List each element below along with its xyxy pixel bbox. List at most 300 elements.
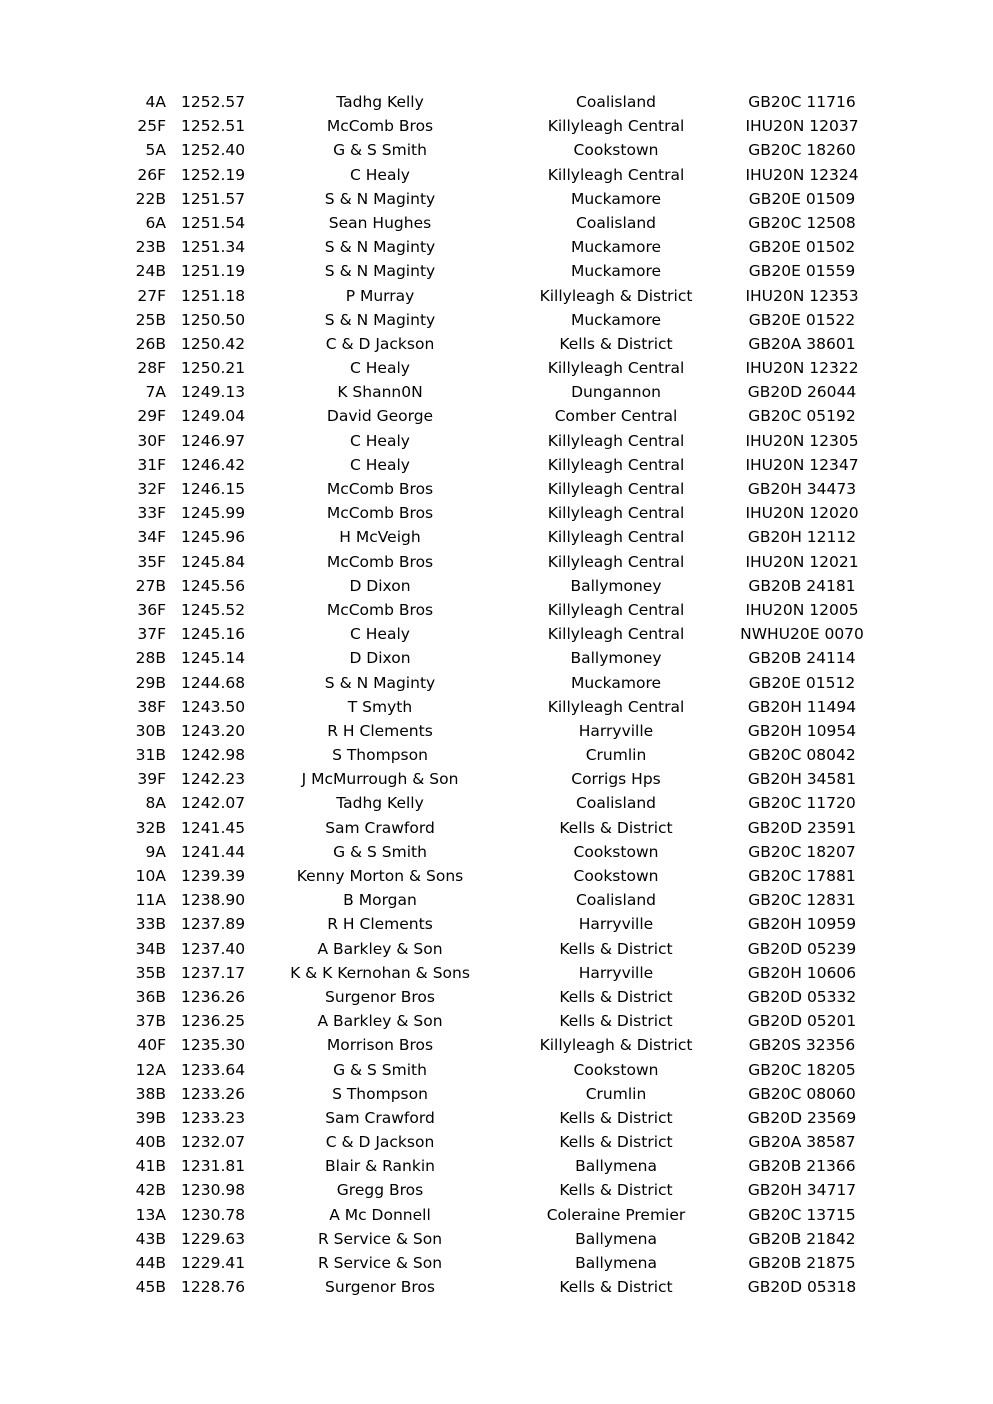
name-cell: Blair & Rankin [325,1157,435,1176]
position-cell: 4A [145,93,166,111]
name-cell: C Healy [350,165,410,184]
club-cell: Kells & District [559,987,673,1006]
name-cell: K Shann0N [337,383,423,402]
ring-number-cell: IHU20N 12037 [745,117,859,136]
velocity-cell: 1250.50 [181,310,246,329]
position-cell: 11A [135,891,166,910]
table-row [0,1106,993,1130]
position-cell: 30F [137,431,166,450]
position-cell: 40F [137,1036,166,1055]
position-cell: 10A [135,867,166,885]
ring-number-cell: GB20H 10954 [747,721,857,740]
velocity-cell: 1245.99 [181,504,246,523]
velocity-cell: 1241.44 [181,842,246,861]
ring-number-cell: GB20D 05332 [747,987,857,1006]
position-cell: 12A [135,1060,166,1079]
club-cell: Killyleagh Central [547,504,685,523]
table-row [0,380,993,404]
ring-number-cell: GB20H 34473 [747,480,857,498]
table-row [0,985,993,1009]
ring-number-cell: GB20C 11720 [748,794,856,813]
ring-number-cell: IHU20N 12005 [745,600,859,619]
name-cell: R H Clements [327,721,433,740]
name-cell: S & N Maginty [324,262,436,281]
ring-number-cell: GB20H 10959 [747,915,857,934]
position-cell: 45B [135,1278,166,1297]
name-cell: McComb Bros [326,552,434,571]
club-cell: Kells & District [559,818,673,837]
velocity-cell: 1251.34 [181,238,246,257]
name-cell: C & D Jackson [325,334,435,353]
table-row [0,598,993,622]
ring-number-cell: GB20E 01509 [748,189,856,208]
table-row [0,1154,993,1178]
club-cell: Kells & District [559,1278,673,1297]
club-cell: Muckamore [570,673,662,692]
position-cell: 32B [135,818,166,837]
name-cell: R H Clements [327,915,433,934]
club-cell: Coalisland [576,794,656,813]
position-cell: 39B [135,1108,166,1127]
name-cell: G & S Smith [333,842,427,861]
ring-number-cell: IHU20N 12020 [745,504,859,523]
table-row [0,1251,993,1275]
club-cell: Killyleagh Central [547,528,685,547]
name-cell: McComb Bros [326,480,434,498]
table-row [0,646,993,670]
position-cell: 28F [137,359,166,378]
name-cell: Sean Hughes [328,213,432,232]
position-cell: 36B [135,987,166,1006]
ring-number-cell: GB20C 08060 [748,1084,856,1103]
position-cell: 26B [135,334,166,353]
ring-number-cell: IHU20N 12021 [745,552,859,571]
velocity-cell: 1233.64 [181,1060,246,1079]
ring-number-cell: GB20C 18205 [748,1060,856,1079]
table-row [0,1178,993,1202]
club-cell: Killyleagh Central [547,431,685,450]
velocity-cell: 1228.76 [181,1278,246,1297]
club-cell: Kells & District [559,1133,673,1152]
ring-number-cell: GB20B 24114 [748,649,856,668]
table-row [0,840,993,864]
ring-number-cell: GB20E 01522 [748,310,856,329]
club-cell: Killyleagh Central [547,359,685,378]
position-cell: 24B [135,262,166,281]
table-row [0,1033,993,1057]
table-row [0,1058,993,1082]
table-row [0,356,993,380]
name-cell: C Healy [350,431,410,450]
position-cell: 27B [135,576,166,595]
velocity-cell: 1249.04 [181,407,246,426]
position-cell: 29B [135,673,166,692]
club-cell: Coalisland [576,93,656,111]
name-cell: S & N Maginty [324,189,436,208]
table-row [0,138,993,162]
name-cell: R Service & Son [317,1229,443,1248]
club-cell: Killyleagh Central [547,455,685,474]
name-cell: C Healy [350,625,410,644]
name-cell: Gregg Bros [336,1181,424,1200]
velocity-cell: 1238.90 [181,891,246,910]
ring-number-cell: GB20H 34717 [747,1181,857,1200]
velocity-cell: 1252.40 [181,141,246,160]
name-cell: C & D Jackson [325,1133,435,1152]
name-cell: Tadhg Kelly [336,93,424,111]
table-row [0,695,993,719]
velocity-cell: 1237.17 [181,963,246,982]
club-cell: Killyleagh Central [547,552,685,571]
velocity-cell: 1243.50 [181,697,246,716]
position-cell: 9A [145,842,166,861]
velocity-cell: 1252.19 [181,165,246,184]
table-row [0,525,993,549]
ring-number-cell: GB20C 17881 [748,867,856,885]
name-cell: G & S Smith [333,1060,427,1079]
table-row [0,429,993,453]
velocity-cell: 1245.14 [181,649,246,668]
ring-number-cell: GB20A 38601 [748,334,856,353]
position-cell: 43B [135,1229,166,1248]
results-table [0,90,993,1299]
position-cell: 39F [137,770,166,789]
ring-number-cell: GB20H 34581 [747,770,857,789]
table-row [0,961,993,985]
position-cell: 32F [137,480,166,498]
table-row [0,743,993,767]
club-cell: Kells & District [559,334,673,353]
table-row [0,912,993,936]
club-cell: Coalisland [576,213,656,232]
velocity-cell: 1230.98 [181,1181,246,1200]
name-cell: McComb Bros [326,117,434,136]
ring-number-cell: NWHU20E 0070 [740,625,864,644]
club-cell: Killyleagh Central [547,697,685,716]
ring-number-cell: GB20B 21875 [748,1254,856,1272]
club-cell: Ballymena [575,1157,657,1176]
velocity-cell: 1229.41 [181,1254,246,1272]
position-cell: 25B [135,310,166,329]
velocity-cell: 1233.23 [181,1108,246,1127]
velocity-cell: 1229.63 [181,1229,246,1248]
name-cell: David George [326,407,434,426]
results-rows [0,90,993,1299]
table-row [0,211,993,235]
name-cell: McComb Bros [326,504,434,523]
velocity-cell: 1236.25 [181,1012,246,1031]
velocity-cell: 1245.96 [181,528,246,547]
table-row [0,671,993,695]
club-cell: Ballymena [575,1229,657,1248]
club-cell: Cookstown [573,842,659,861]
club-cell: Cookstown [573,141,659,160]
club-cell: Comber Central [554,407,678,426]
ring-number-cell: GB20H 12112 [747,528,857,547]
name-cell: Surgenor Bros [325,987,435,1006]
position-cell: 23B [135,238,166,257]
position-cell: 7A [145,383,166,402]
position-cell: 44B [135,1254,166,1272]
club-cell: Muckamore [570,262,662,281]
name-cell: J McMurrough & Son [301,770,459,789]
table-row [0,308,993,332]
ring-number-cell: GB20E 01512 [748,673,856,692]
velocity-cell: 1245.52 [181,600,246,619]
velocity-cell: 1242.23 [181,770,246,789]
ring-number-cell: IHU20N 12324 [745,165,859,184]
velocity-cell: 1231.81 [181,1157,246,1176]
club-cell: Muckamore [570,189,662,208]
velocity-cell: 1250.42 [181,334,246,353]
ring-number-cell: IHU20N 12353 [745,286,859,305]
velocity-cell: 1245.16 [181,625,246,644]
position-cell: 41B [135,1157,166,1176]
velocity-cell: 1246.42 [181,455,246,474]
club-cell: Ballymoney [570,576,662,595]
club-cell: Kells & District [559,1012,673,1031]
table-row [0,90,993,114]
table-row [0,1009,993,1033]
position-cell: 34F [137,528,166,547]
table-row [0,163,993,187]
ring-number-cell: IHU20N 12322 [745,359,859,378]
table-row [0,404,993,428]
velocity-cell: 1230.78 [181,1205,246,1224]
club-cell: Crumlin [585,1084,647,1103]
club-cell: Muckamore [570,310,662,329]
position-cell: 37F [137,625,166,644]
position-cell: 35B [135,963,166,982]
club-cell: Corrigs Hps [571,770,661,789]
velocity-cell: 1251.54 [181,213,246,232]
velocity-cell: 1235.30 [181,1036,246,1055]
position-cell: 13A [135,1205,166,1224]
name-cell: A Barkley & Son [317,939,443,958]
ring-number-cell: GB20H 11494 [747,697,857,716]
position-cell: 27F [137,286,166,305]
name-cell: G & S Smith [333,141,427,160]
table-row [0,550,993,574]
table-row [0,187,993,211]
ring-number-cell: GB20E 01559 [748,262,856,281]
position-cell: 5A [145,141,166,160]
ring-number-cell: IHU20N 12347 [745,455,859,474]
velocity-cell: 1251.19 [181,262,246,281]
table-row [0,1082,993,1106]
table-row [0,864,993,888]
ring-number-cell: GB20C 12831 [748,891,856,910]
name-cell: C Healy [350,359,410,378]
velocity-cell: 1243.20 [181,721,246,740]
velocity-cell: 1244.68 [181,673,246,692]
position-cell: 28B [135,649,166,668]
name-cell: C Healy [350,455,410,474]
table-row [0,719,993,743]
velocity-cell: 1232.07 [181,1133,246,1152]
club-cell: Killyleagh Central [547,165,685,184]
name-cell: Sam Crawford [325,818,435,837]
velocity-cell: 1237.40 [181,939,246,958]
table-row [0,1227,993,1251]
club-cell: Harryville [578,721,654,740]
club-cell: Kells & District [559,1181,673,1200]
position-cell: 25F [137,117,166,136]
name-cell: B Morgan [343,891,417,910]
club-cell: Cookstown [573,1060,659,1079]
position-cell: 35F [137,552,166,571]
name-cell: Tadhg Kelly [336,794,424,813]
club-cell: Harryville [578,963,654,982]
name-cell: Morrison Bros [326,1036,434,1055]
name-cell: P Murray [345,286,415,305]
ring-number-cell: GB20H 10606 [747,963,857,982]
club-cell: Crumlin [585,746,647,765]
table-row [0,622,993,646]
name-cell: S & N Maginty [324,238,436,257]
name-cell: S & N Maginty [324,310,436,329]
ring-number-cell: GB20B 24181 [748,576,856,595]
table-row [0,501,993,525]
position-cell: 26F [137,165,166,184]
position-cell: 36F [137,600,166,619]
position-cell: 40B [135,1133,166,1152]
velocity-cell: 1250.21 [181,359,246,378]
ring-number-cell: GB20D 26044 [747,383,857,402]
table-row [0,332,993,356]
velocity-cell: 1246.15 [181,480,246,498]
club-cell: Killyleagh Central [547,625,685,644]
position-cell: 6A [145,213,166,232]
table-row [0,1275,993,1299]
position-cell: 8A [145,794,166,813]
position-cell: 34B [135,939,166,958]
table-row [0,791,993,815]
velocity-cell: 1252.57 [181,93,246,111]
ring-number-cell: GB20C 12508 [748,213,856,232]
ring-number-cell: GB20D 23569 [747,1108,857,1127]
table-row [0,114,993,138]
club-cell: Harryville [578,915,654,934]
club-cell: Killyleagh & District [539,286,693,305]
name-cell: Surgenor Bros [325,1278,435,1297]
ring-number-cell: GB20C 18207 [748,842,856,861]
table-row [0,767,993,791]
velocity-cell: 1245.84 [181,552,246,571]
position-cell: 30B [135,721,166,740]
club-cell: Ballymoney [570,649,662,668]
name-cell: D Dixon [349,649,411,668]
table-row [0,453,993,477]
name-cell: S Thompson [332,746,428,765]
position-cell: 38B [135,1084,166,1103]
club-cell: Killyleagh Central [547,117,685,136]
name-cell: S & N Maginty [324,673,436,692]
velocity-cell: 1249.13 [181,383,246,402]
ring-number-cell: GB20D 23591 [747,818,857,837]
ring-number-cell: GB20C 18260 [748,141,856,160]
ring-number-cell: GB20D 05201 [747,1012,857,1031]
velocity-cell: 1246.97 [181,431,246,450]
table-row [0,574,993,598]
table-row [0,1130,993,1154]
club-cell: Cookstown [573,867,659,885]
ring-number-cell: GB20A 38587 [748,1133,856,1152]
velocity-cell: 1237.89 [181,915,246,934]
name-cell: R Service & Son [317,1254,443,1272]
table-row [0,477,993,501]
position-cell: 29F [137,407,166,426]
position-cell: 33F [137,504,166,523]
club-cell: Kells & District [559,939,673,958]
name-cell: T Smyth [347,697,413,716]
name-cell: K & K Kernohan & Sons [290,963,470,982]
table-row [0,937,993,961]
ring-number-cell: GB20B 21842 [748,1229,856,1248]
velocity-cell: 1242.07 [181,794,246,813]
club-cell: Ballymena [575,1254,657,1272]
velocity-cell: 1241.45 [181,818,246,837]
velocity-cell: 1252.51 [181,117,246,136]
ring-number-cell: GB20C 05192 [748,407,856,426]
table-row [0,259,993,283]
position-cell: 33B [135,915,166,934]
name-cell: H McVeigh [339,528,421,547]
ring-number-cell: GB20D 05239 [747,939,857,958]
velocity-cell: 1242.98 [181,746,246,765]
club-cell: Killyleagh & District [539,1036,693,1055]
club-cell: Muckamore [570,238,662,257]
name-cell: Sam Crawford [325,1108,435,1127]
table-row [0,816,993,840]
velocity-cell: 1233.26 [181,1084,246,1103]
velocity-cell: 1251.18 [181,286,246,305]
club-cell: Killyleagh Central [547,600,685,619]
name-cell: A Barkley & Son [317,1012,443,1031]
name-cell: McComb Bros [326,600,434,619]
position-cell: 37B [135,1012,166,1031]
name-cell: A Mc Donnell [329,1205,431,1224]
table-row [0,1203,993,1227]
ring-number-cell: GB20B 21366 [748,1157,856,1176]
table-row [0,235,993,259]
position-cell: 22B [135,189,166,208]
club-cell: Killyleagh Central [547,480,685,498]
ring-number-cell: GB20D 05318 [747,1278,857,1297]
velocity-cell: 1245.56 [181,576,246,595]
club-cell: Dungannon [571,383,661,402]
name-cell: Kenny Morton & Sons [296,867,464,885]
table-row [0,888,993,912]
name-cell: S Thompson [332,1084,428,1103]
position-cell: 31F [137,455,166,474]
ring-number-cell: GB20E 01502 [748,238,856,257]
club-cell: Kells & District [559,1108,673,1127]
velocity-cell: 1236.26 [181,987,246,1006]
ring-number-cell: IHU20N 12305 [745,431,859,450]
club-cell: Coleraine Premier [546,1205,686,1224]
ring-number-cell: GB20S 32356 [748,1036,856,1055]
position-cell: 31B [135,746,166,765]
ring-number-cell: GB20C 13715 [748,1205,856,1224]
position-cell: 42B [135,1181,166,1200]
position-cell: 38F [137,697,166,716]
ring-number-cell: GB20C 08042 [748,746,856,765]
ring-number-cell: GB20C 11716 [748,93,856,111]
table-row [0,284,993,308]
velocity-cell: 1251.57 [181,189,246,208]
name-cell: D Dixon [349,576,411,595]
